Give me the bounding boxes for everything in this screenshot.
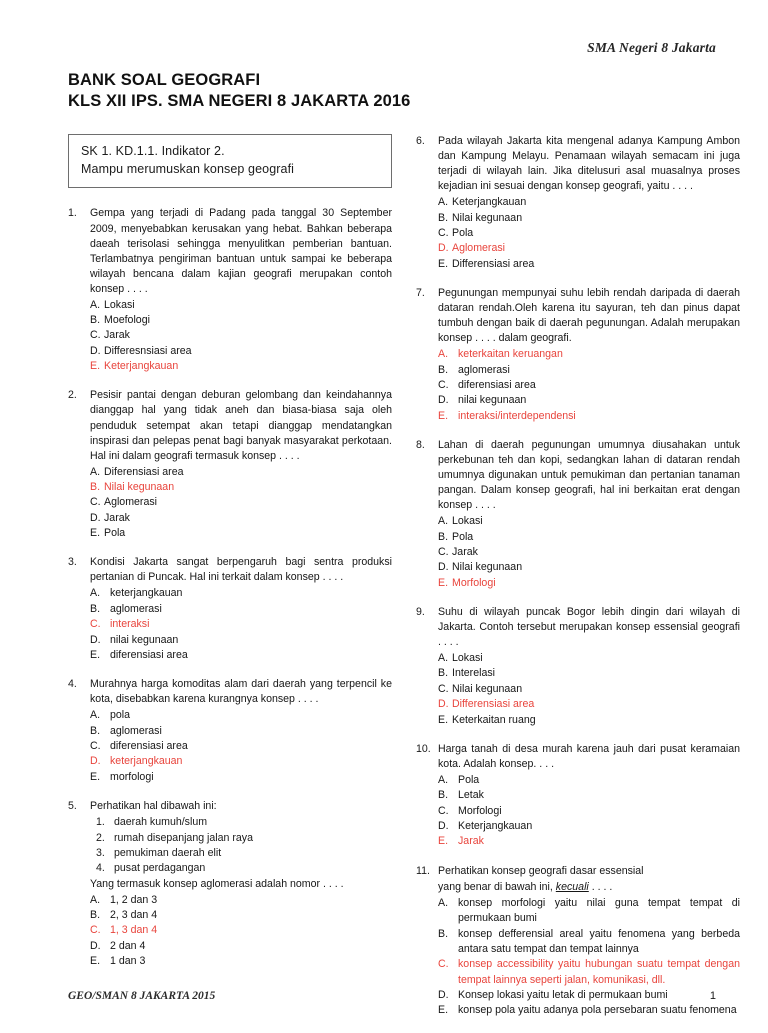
option-c[interactable]: [90, 328, 392, 343]
option-letter: D.: [438, 698, 449, 711]
option-c[interactable]: [90, 617, 392, 632]
option-e[interactable]: [438, 409, 740, 424]
question-stem: Lahan di daerah pegunungan umumnya diusahakan untuk perkebunan teh dan kopi, sedangkan lahan di dataran rendah umumnya digunakan untuk pemukiman dan pertanian tanaman pangan. Dalam konsep geografi, hal ini berkaitan erat dengan konsep . . . .: [438, 439, 740, 512]
question-9: [416, 605, 740, 728]
option-e[interactable]: [90, 770, 392, 785]
option-letter: B.: [90, 480, 101, 493]
title-line-1: BANK SOAL GEOGRAFI: [68, 71, 261, 89]
sub-item-number: 3.: [96, 846, 105, 859]
question-stem: Kondisi Jakarta sangat berpengaruh bagi sentra produksi pertanian di Puncak. Hal ini terkait dalam konsep . . . .: [90, 556, 392, 584]
option-text: Pola: [104, 527, 126, 540]
option-letter: B.: [90, 602, 101, 615]
option-letter: B.: [90, 908, 101, 921]
option-text: Pola: [452, 227, 474, 240]
option-letter: D.: [438, 242, 449, 255]
option-list: [90, 708, 392, 785]
option-b[interactable]: [90, 602, 392, 617]
question-body: [438, 605, 740, 728]
option-text: Lokasi: [452, 652, 483, 665]
option-letter: E.: [90, 527, 101, 540]
option-c[interactable]: [90, 495, 392, 510]
option-text: Nilai kegunaan: [452, 682, 523, 695]
option-letter: D.: [90, 939, 101, 952]
option-letter: A.: [438, 652, 449, 665]
option-text: 1, 3 dan 4: [110, 924, 158, 937]
option-letter: C.: [90, 740, 101, 753]
option-c[interactable]: [438, 957, 740, 988]
question-body: [90, 388, 392, 541]
option-letter: B.: [438, 927, 449, 940]
page-title: [68, 70, 716, 112]
option-letter: B.: [90, 314, 101, 327]
title-line-2: KLS XII IPS. SMA NEGERI 8 JAKARTA 2016: [68, 92, 411, 111]
sk-indicator-box: [68, 134, 392, 188]
option-e[interactable]: [90, 648, 392, 663]
option-c[interactable]: [90, 923, 392, 938]
option-a[interactable]: [90, 465, 392, 480]
option-text: diferensiasi area: [458, 378, 536, 391]
option-letter: A.: [438, 773, 449, 786]
option-e[interactable]: [438, 713, 740, 728]
option-letter: C.: [438, 958, 449, 971]
option-d[interactable]: [438, 819, 740, 834]
option-text: Konsep lokasi yaitu letak di permukaan bumi: [458, 988, 668, 1001]
sub-item-number: 2.: [96, 831, 105, 844]
option-letter: A.: [438, 196, 449, 209]
option-text: Differensiasi area: [452, 257, 535, 270]
question-number: 10.: [416, 742, 431, 755]
option-text: pola: [110, 709, 131, 722]
option-d[interactable]: [90, 633, 392, 648]
question-stem: Pada wilayah Jakarta kita mengenal adanya Kampung Ambon dan Kampung Melayu. Penamaan wilayah semacam ini juga terjadi di wilayah lain. Jika ditelusuri asal muasalnya proses kejadian ini sesuai dengan konsep geografi, yaitu . . . .: [438, 135, 740, 193]
option-c[interactable]: [438, 378, 740, 393]
option-text: Lokasi: [104, 298, 135, 311]
question-body: [438, 286, 740, 424]
option-text: Lokasi: [452, 515, 483, 528]
question-sub-list: [90, 815, 392, 876]
option-c[interactable]: [438, 682, 740, 697]
option-letter: E.: [438, 257, 449, 270]
option-letter: C.: [90, 329, 101, 342]
sub-item-3: [90, 846, 392, 861]
sub-item-number: 4.: [96, 862, 105, 875]
option-letter: D.: [438, 394, 449, 407]
option-text: konsep defferensial areal yaitu fenomena yang berbeda antara satu tempat dan tempat lainnya: [458, 927, 740, 955]
option-letter: A.: [90, 298, 101, 311]
question-stem: Suhu di wilayah puncak Bogor lebih dingin dari wilayah di Jakarta. Contoh tersebut merupakan konsep essensial geografi . . . .: [438, 606, 740, 649]
question-stem: Perhatikan hal dibawah ini:: [90, 800, 217, 813]
option-e[interactable]: [90, 526, 392, 541]
option-c[interactable]: [438, 804, 740, 819]
question-number: 2.: [68, 389, 77, 402]
option-letter: E.: [438, 409, 449, 422]
question-body: [90, 677, 392, 785]
question-body: [438, 438, 740, 591]
sub-item-1: [90, 815, 392, 830]
option-text: nilai kegunaan: [110, 633, 179, 646]
option-letter: A.: [438, 515, 449, 528]
question-stem-continued: [438, 880, 740, 895]
option-text: aglomerasi: [110, 602, 162, 615]
option-text: Morfologi: [458, 804, 502, 817]
question-body: [438, 742, 740, 850]
question-7: [416, 286, 740, 424]
sub-item-2: [90, 831, 392, 846]
option-text: interaksi: [110, 618, 150, 631]
question-number: 4.: [68, 678, 77, 691]
option-list: [90, 298, 392, 375]
option-d[interactable]: [90, 344, 392, 359]
option-letter: C.: [438, 804, 449, 817]
option-e[interactable]: [438, 576, 740, 591]
option-list: [438, 773, 740, 850]
option-b[interactable]: [438, 666, 740, 681]
question-number: 8.: [416, 439, 425, 452]
question-stem: Pegunungan mempunyai suhu lebih rendah daripada di daerah dataran rendah.Oleh karena itu sayuran, teh dan pinus dapat tumbuh dengan baik di daerah pegunungan. Adalah merupakan konsep . . . . dalam geografi.: [438, 287, 740, 345]
option-text: diferensiasi area: [110, 740, 188, 753]
option-list: [438, 514, 740, 591]
option-e[interactable]: [90, 954, 392, 969]
option-e[interactable]: [438, 1003, 740, 1018]
sub-item-4: [90, 861, 392, 876]
question-stem-continued: Yang termasuk konsep aglomerasi adalah nomor . . . .: [90, 877, 344, 890]
option-letter: C.: [438, 545, 449, 558]
stem-part-a: yang benar di bawah ini,: [438, 880, 556, 893]
question-6: [416, 134, 740, 272]
question-stem: Murahnya harga komoditas alam dari daerah yang terpencil ke kota, disebabkan karena kurangnya konsep . . . .: [90, 678, 392, 706]
question-4: [68, 677, 392, 785]
sub-item-text: rumah disepanjang jalan raya: [114, 831, 253, 844]
right-column: [416, 134, 740, 1032]
option-a[interactable]: [438, 195, 740, 210]
option-text: Jarak: [458, 835, 484, 848]
option-d[interactable]: [90, 754, 392, 769]
option-b[interactable]: [438, 530, 740, 545]
question-10: [416, 742, 740, 850]
option-text: Nilai kegunaan: [452, 561, 523, 574]
option-text: 2, 3 dan 4: [110, 908, 158, 921]
two-column-layout: [68, 134, 740, 1032]
question-body: [90, 206, 392, 374]
option-text: Nilai kegunaan: [104, 480, 175, 493]
option-text: konsep morfologi yaitu nilai guna tempat tempat di permukaan bumi: [458, 896, 740, 925]
option-letter: D.: [438, 561, 449, 574]
option-d[interactable]: [438, 697, 740, 712]
option-list: [438, 651, 740, 728]
option-letter: E.: [90, 648, 101, 661]
option-letter: B.: [438, 789, 449, 802]
option-b[interactable]: [438, 363, 740, 378]
option-e[interactable]: [90, 359, 392, 374]
question-1: [68, 206, 392, 374]
option-letter: E.: [90, 955, 101, 968]
sub-item-text: pusat perdagangan: [114, 862, 206, 875]
option-c[interactable]: [438, 545, 740, 560]
option-text: Keterjangkauan: [452, 196, 527, 209]
option-letter: A.: [438, 348, 449, 361]
option-list: [90, 465, 392, 542]
option-list: [438, 347, 740, 424]
option-text: Nilai kegunaan: [452, 211, 523, 224]
option-text: Keterjangkauan: [104, 360, 179, 373]
option-text: Keterjangkauan: [458, 820, 533, 833]
question-number: 6.: [416, 135, 425, 148]
option-text: Diferensiasi area: [104, 465, 184, 478]
question-body: [90, 555, 392, 663]
option-letter: E.: [90, 360, 101, 373]
page-number: 1: [709, 990, 716, 1002]
option-text: morfologi: [110, 770, 154, 783]
option-list: [438, 195, 740, 272]
option-list: [90, 586, 392, 663]
option-letter: A.: [90, 465, 101, 478]
option-text: Pola: [452, 530, 474, 543]
option-text: Morfologi: [452, 576, 496, 589]
option-letter: B.: [438, 667, 449, 680]
question-stem: Gempa yang terjadi di Padang pada tanggal 30 September 2009, menyebabkan kerusakan yang hebat. Bahkan beberapa daeah terisolasi sehingga menyulitkan pemberian bantuan. Terlambatnya pengiriman bantuan untuk sampai ke beberapa wilayah bencana dalam kajian geografi merupakan contoh konsep . . . .: [90, 207, 392, 295]
option-text: Jarak: [452, 545, 478, 558]
left-column: [68, 134, 392, 983]
option-c[interactable]: [438, 226, 740, 241]
option-b[interactable]: [438, 211, 740, 226]
option-text: 1 dan 3: [110, 955, 146, 968]
option-text: aglomerasi: [110, 724, 162, 737]
option-letter: D.: [90, 755, 101, 768]
option-a[interactable]: [90, 298, 392, 313]
option-letter: E.: [438, 1004, 449, 1017]
option-text: Pola: [458, 773, 480, 786]
stem-part-b: . . . .: [588, 880, 613, 893]
option-letter: B.: [90, 724, 101, 737]
option-text: Jarak: [104, 511, 130, 524]
sk-line-2: Mampu merumuskan konsep geografi: [81, 162, 295, 177]
option-letter: A.: [438, 896, 449, 909]
question-number: 3.: [68, 556, 77, 569]
question-2: [68, 388, 392, 541]
option-text: diferensiasi area: [110, 648, 188, 661]
option-text: Aglomerasi: [104, 496, 157, 509]
option-b[interactable]: [90, 724, 392, 739]
option-a[interactable]: [90, 708, 392, 723]
option-letter: D.: [438, 988, 449, 1001]
option-letter: E.: [438, 835, 449, 848]
option-letter: D.: [90, 511, 101, 524]
option-text: interaksi/interdependensi: [458, 409, 576, 422]
option-text: 1, 2 dan 3: [110, 893, 158, 906]
option-text: Differesnsiasi area: [104, 344, 192, 357]
option-a[interactable]: [438, 651, 740, 666]
question-body: [90, 799, 392, 969]
option-letter: B.: [438, 363, 449, 376]
option-text: nilai kegunaan: [458, 394, 527, 407]
question-number: 1.: [68, 207, 77, 220]
option-text: keterjangkauan: [110, 587, 183, 600]
sub-item-number: 1.: [96, 816, 105, 829]
option-letter: B.: [438, 530, 449, 543]
option-letter: B.: [438, 211, 449, 224]
option-letter: C.: [90, 618, 101, 631]
footer-label: GEO/SMAN 8 JAKARTA 2015: [68, 990, 216, 1002]
option-d[interactable]: [438, 393, 740, 408]
sub-item-text: pemukiman daerah elit: [114, 846, 222, 859]
option-letter: E.: [90, 770, 101, 783]
option-letter: D.: [90, 633, 101, 646]
option-letter: A.: [90, 587, 101, 600]
option-text: konsep accessibility yaitu hubungan suatu tempat dengan tempat lainnya seperti jalan, komunikasi, dll.: [458, 958, 740, 986]
option-letter: A.: [90, 893, 101, 906]
option-letter: E.: [438, 713, 449, 726]
page-footer: [68, 990, 716, 1002]
option-text: aglomerasi: [458, 363, 510, 376]
option-e[interactable]: [438, 257, 740, 272]
option-text: konsep pola yaitu adanya pola persebaran suatu fenomena: [458, 1004, 737, 1017]
option-letter: C.: [438, 378, 449, 391]
question-stem: Perhatikan konsep geografi dasar essensial: [438, 864, 644, 877]
option-letter: A.: [90, 709, 101, 722]
option-text: Differensiasi area: [452, 698, 535, 711]
option-text: keterjangkauan: [110, 755, 183, 768]
option-a[interactable]: [438, 347, 740, 362]
option-d[interactable]: [438, 560, 740, 575]
stem-emphasis-kecuali: kecuali: [555, 880, 589, 893]
question-5: [68, 799, 392, 969]
option-b[interactable]: [90, 480, 392, 495]
option-letter: C.: [90, 924, 101, 937]
option-text: Interelasi: [452, 667, 495, 680]
option-text: Keterkaitan ruang: [452, 713, 536, 726]
option-letter: C.: [438, 682, 449, 695]
option-b[interactable]: [438, 927, 740, 958]
option-d[interactable]: [438, 241, 740, 256]
sk-line-1: SK 1. KD.1.1. Indikator 2.: [81, 144, 225, 159]
option-b[interactable]: [90, 313, 392, 328]
option-letter: E.: [438, 576, 449, 589]
question-3: [68, 555, 392, 663]
option-letter: C.: [438, 227, 449, 240]
option-list: [90, 893, 392, 970]
option-text: Aglomerasi: [452, 242, 505, 255]
option-text: Moefologi: [104, 314, 150, 327]
option-d[interactable]: [90, 511, 392, 526]
option-e[interactable]: [438, 834, 740, 849]
option-a[interactable]: [438, 514, 740, 529]
option-c[interactable]: [90, 739, 392, 754]
option-b[interactable]: [438, 788, 740, 803]
question-stem: Harga tanah di desa murah karena jauh dari pusat keramaian kota. Adalah konsep. . . .: [438, 742, 740, 770]
question-8: [416, 438, 740, 591]
option-a[interactable]: [90, 893, 392, 908]
school-name: SMA Negeri 8 Jakarta: [587, 40, 716, 55]
option-text: Letak: [458, 789, 484, 802]
option-text: keterkaitan keruangan: [458, 348, 563, 361]
option-letter: D.: [90, 344, 101, 357]
option-letter: D.: [438, 820, 449, 833]
question-number: 11.: [416, 864, 430, 877]
option-text: 2 dan 4: [110, 939, 146, 952]
question-number: 5.: [68, 800, 77, 813]
question-number: 9.: [416, 606, 425, 619]
question-stem: Pesisir pantai dengan deburan gelombang dan keindahannya dianggap hal yang tidak aneh dan biasa-biasa saja oleh penduduk setempat akan tetapi dianggap mendatangkan inspirasi dan pelepas penat bagi banyak masyarakat perkotaan. Hal ini dalam geografi termasuk konsep . . . .: [90, 389, 392, 462]
option-text: Jarak: [104, 329, 130, 342]
option-letter: C.: [90, 496, 101, 509]
option-b[interactable]: [90, 908, 392, 923]
sub-item-text: daerah kumuh/slum: [114, 816, 208, 829]
option-a[interactable]: [90, 586, 392, 601]
question-number: 7.: [416, 287, 425, 300]
option-d[interactable]: [90, 939, 392, 954]
question-body: [438, 134, 740, 272]
option-a[interactable]: [438, 773, 740, 788]
option-a[interactable]: [438, 896, 740, 927]
